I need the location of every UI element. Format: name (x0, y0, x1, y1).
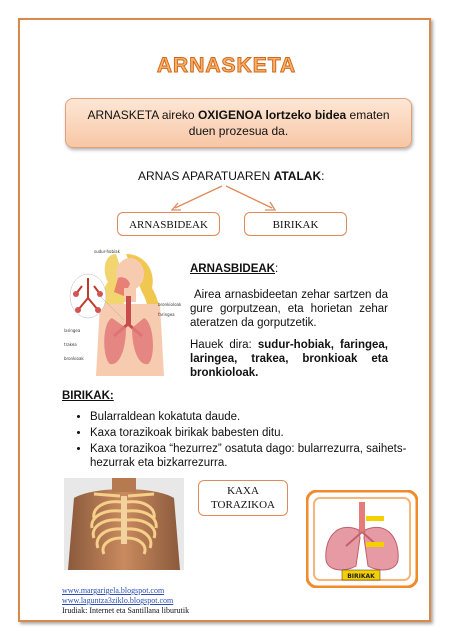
footer-link-1[interactable]: www.margarigela.blogspot.com (62, 586, 165, 595)
definition-bold: OXIGENOA lortzeko bidea (197, 108, 347, 122)
list-item: • Bularraldean kokatuta daude. (90, 410, 430, 424)
part-arnasbideak: ARNASBIDEAK (117, 212, 220, 236)
kaxa-line1: KAXA (227, 485, 259, 497)
footer-link-2[interactable]: www.laguntza3ziklo.blogspot.com (62, 596, 174, 605)
list-item: • Kaxa torazikoa “hezurrez” osatuta dago: bularrezurra, saihets-hezurrak eta bizkarrezurra. (90, 442, 430, 470)
kaxa-torazikoa-label (198, 480, 288, 516)
definition-text-part2: ematen (346, 108, 390, 122)
paragraph2-bold: sudur-hobiak, faringea, laringea, trakea, bronkioak eta bronkioloak. (190, 339, 388, 379)
footer-credits: Irudiak: Internet eta Santillana liburutik (62, 606, 190, 615)
list-item: • Kaxa torazikoak birikak babesten ditu. (90, 426, 430, 440)
page-title: ARNASKETA (156, 54, 297, 77)
fig-label-3: bronkioak (64, 356, 84, 361)
fig-label-5: faringea (158, 312, 175, 317)
definition-text-part1: ARNASKETA aireko (87, 108, 198, 122)
arnasbideak-heading (190, 262, 388, 276)
paragraph2-prefix: Hauek dira: (190, 339, 258, 351)
arnasbideak-paragraph1: Airea arnasbideetan zehar sartzen da gure gorputzean, eta horietan zehar ateratzen da gorputzetik. (190, 289, 388, 329)
fig-label-0: sudur-hobiak (94, 249, 120, 254)
arnasbideak-heading-text: ARNASBIDEAK (190, 263, 275, 275)
atalak-suffix: : (321, 169, 325, 183)
fig-label-4: bronkioloak (158, 302, 182, 307)
birikak-list (62, 410, 430, 472)
kaxa-line2: TORAZIKOA (211, 499, 275, 511)
arnasbideak-paragraph2 (190, 338, 388, 380)
respiratory-illustration (64, 248, 186, 376)
atalak-prefix: ARNAS APARATUAREN (138, 169, 274, 183)
footer (62, 586, 189, 616)
fig-label-1: laringea (64, 328, 81, 333)
birikak-heading: BIRIKAK: (62, 390, 114, 402)
arnasbideak-heading-suffix: : (274, 263, 279, 275)
lungs-label: BIRIKAK (347, 573, 375, 580)
fig-label-2: trakea (64, 342, 77, 347)
definition-line2: duen prozesua da. (188, 124, 289, 138)
lungs-illustration (306, 490, 418, 588)
part-birikak: BIRIKAK (244, 212, 347, 236)
thoracic-cage-image (64, 478, 184, 570)
atalak-bold: ATALAK (273, 169, 322, 183)
